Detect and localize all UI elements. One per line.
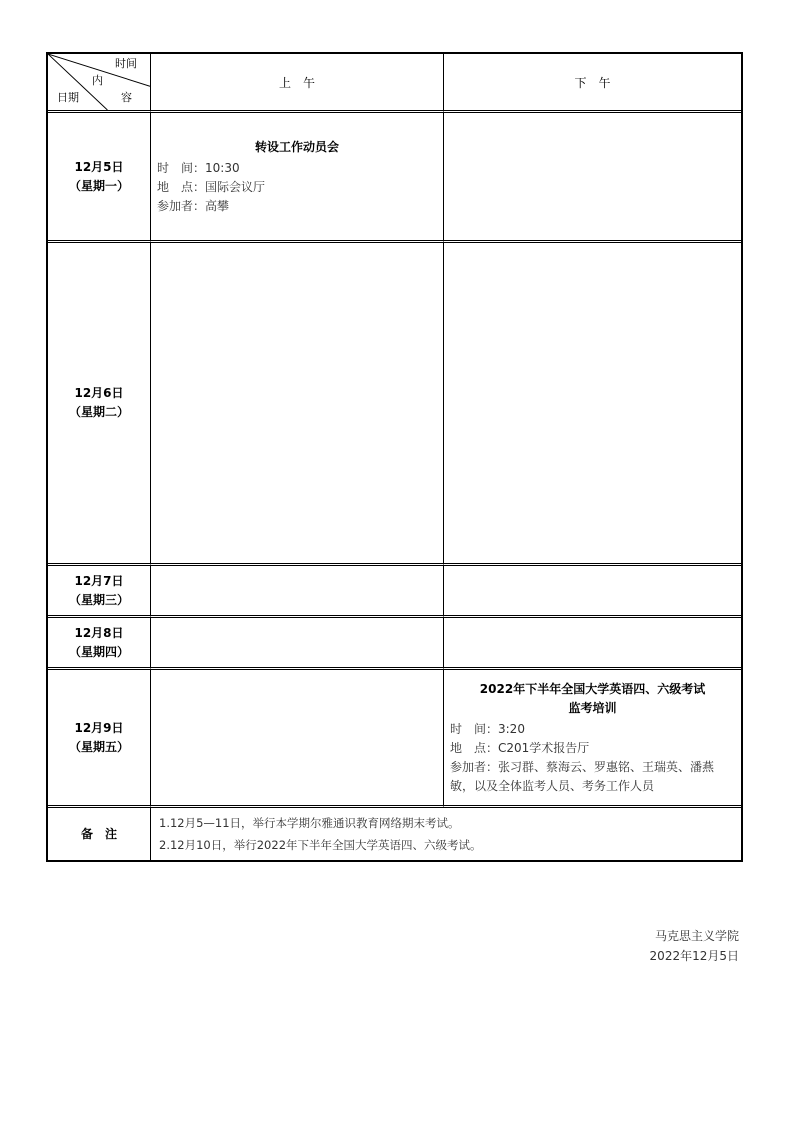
afternoon-cell [444, 566, 741, 618]
event-block [444, 680, 741, 796]
corner-content-label-1: 内 [92, 74, 103, 87]
date-cell [48, 566, 151, 618]
morning-cell [151, 243, 444, 566]
event-place: 地 点：C201学术报告厅 [450, 740, 590, 755]
corner-time-label: 时间 [115, 57, 137, 70]
day-row-wed [48, 566, 741, 618]
date-label: 12月9日 [74, 720, 124, 735]
event-title-line2: 监考培训 [568, 700, 617, 715]
corner-header-cell [48, 54, 151, 113]
date-label: 12月5日 [74, 159, 124, 174]
morning-header: 上 午 [151, 54, 444, 113]
day-row-fri [48, 670, 741, 808]
footer-date: 2022年12月5日 [649, 949, 739, 963]
corner-content-label-2: 容 [121, 91, 132, 104]
day-row-mon [48, 113, 741, 243]
date-label: 12月8日 [74, 625, 124, 640]
weekday-label: （星期一） [68, 178, 129, 193]
afternoon-header: 下 午 [444, 54, 741, 113]
date-cell [48, 670, 151, 808]
note-line-1: 1.12月5—11日，举行本学期尔雅通识教育网络期末考试。 [159, 816, 460, 830]
morning-cell [151, 618, 444, 670]
day-row-tue [48, 243, 741, 566]
afternoon-cell [444, 243, 741, 566]
morning-cell [151, 670, 444, 808]
corner-date-label: 日期 [57, 91, 79, 104]
weekday-label: （星期五） [68, 739, 129, 754]
morning-cell [151, 566, 444, 618]
notes-label: 备 注 [48, 808, 151, 860]
footer-org: 马克思主义学院 [654, 929, 739, 943]
header-row [48, 54, 741, 113]
notes-row [48, 808, 741, 860]
date-cell [48, 618, 151, 670]
afternoon-cell [444, 113, 741, 243]
morning-cell [151, 113, 444, 243]
event-block [151, 138, 443, 216]
afternoon-cell [444, 618, 741, 670]
event-time: 时 间：3:20 [450, 721, 525, 736]
date-label: 12月7日 [74, 573, 124, 588]
event-attendees: 参加者：张习群、蔡海云、罗惠铭、王瑞英、潘燕敏，以及全体监考人员、考务工作人员 [450, 759, 715, 793]
weekday-label: （星期四） [68, 644, 129, 659]
weekday-label: （星期二） [68, 405, 129, 419]
weekday-label: （星期三） [68, 592, 129, 607]
event-place: 地 点：国际会议厅 [157, 179, 266, 194]
event-time: 时 间：10:30 [157, 160, 240, 175]
notes-cell [151, 808, 741, 860]
day-row-thu [48, 618, 741, 670]
schedule-table [46, 52, 743, 862]
notes-block [151, 808, 741, 860]
event-attendees: 参加者：高攀 [157, 198, 230, 213]
event-title: 2022年下半年全国大学英语四、六级考试 [479, 681, 706, 696]
note-line-2: 2.12月10日，举行2022年下半年全国大学英语四、六级考试。 [159, 838, 482, 852]
afternoon-cell [444, 670, 741, 808]
date-cell [48, 243, 151, 566]
date-cell [48, 113, 151, 243]
event-title: 转设工作动员会 [254, 139, 339, 154]
date-label: 12月6日 [74, 386, 124, 400]
